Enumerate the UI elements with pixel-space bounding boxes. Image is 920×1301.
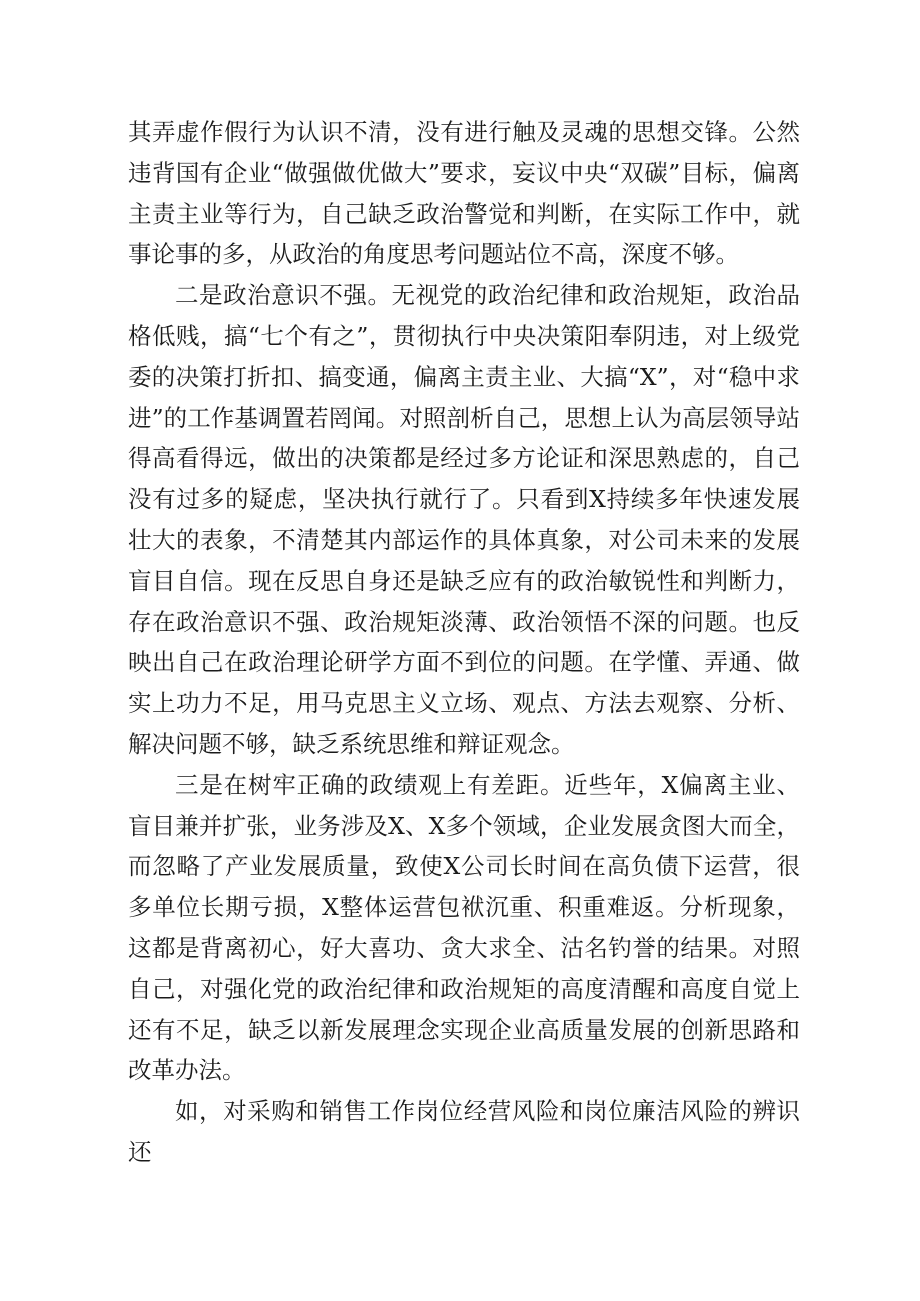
paragraph-political-awareness: 二是政治意识不强。无视党的政治纪律和政治规矩，政治品格低贱，搞“七个有之”，贯彻执行中央决策阳奉阴违，对上级党委的决策打折扣、搞变通，偏离主责主业、大搞“X”，对“稳中求进”的工作基调置若罔闻。对照剖析自己，思想上认为高层领导站得高看得远，做出的决策都是经过多方论证和深思熟虑的，自己没有过多的疑虑，坚决执行就行了。只看到X持续多年快速发展壮大的表象，不清楚其内部运作的具体真象，对公司未来的发展盲目自信。现在反思自身还是缺乏应有的政治敏锐性和判断力，存在政治意识不强、政治规矩淡薄、政治领悟不深的问题。也反映出自己在政治理论研学方面不到位的问题。在学懂、弄通、做实上功力不足，用马克思主义立场、观点、方法去观察、分析、解决问题不够，缺乏系统思维和辩证观念。 [128, 281, 800, 758]
paragraph-continuation: 其弄虚作假行为认识不清，没有进行触及灵魂的思想交锋。公然违背国有企业“做强做优做大”要求，妄议中央“双碳”目标，偏离主责主业等行为，自己缺乏政治警觉和判断，在实际工作中，就事论事的多，从政治的角度思考问题站位不高，深度不够。 [128, 118, 800, 269]
paragraph-procurement-risk: 如，对采购和销售工作岗位经营风险和岗位廉洁风险的辨识还 [128, 1097, 800, 1166]
paragraph-performance-view: 三是在树牢正确的政绩观上有差距。近些年，X偏离主业、盲目兼并扩张，业务涉及X、X多个领域，企业发展贪图大而全，而忽略了产业发展质量，致使X公司长时间在高负债下运营，很多单位长期亏损，X整体运营包袱沉重、积重难返。分析现象，这都是背离初心，好大喜功、贪大求全、沽名钓誉的结果。对照自己，对强化党的政治纪律和政治规矩的高度清醒和高度自觉上还有不足，缺乏以新发展理念实现企业高质量发展的创新思路和改革办法。 [128, 770, 800, 1085]
document-body [128, 112, 800, 1173]
